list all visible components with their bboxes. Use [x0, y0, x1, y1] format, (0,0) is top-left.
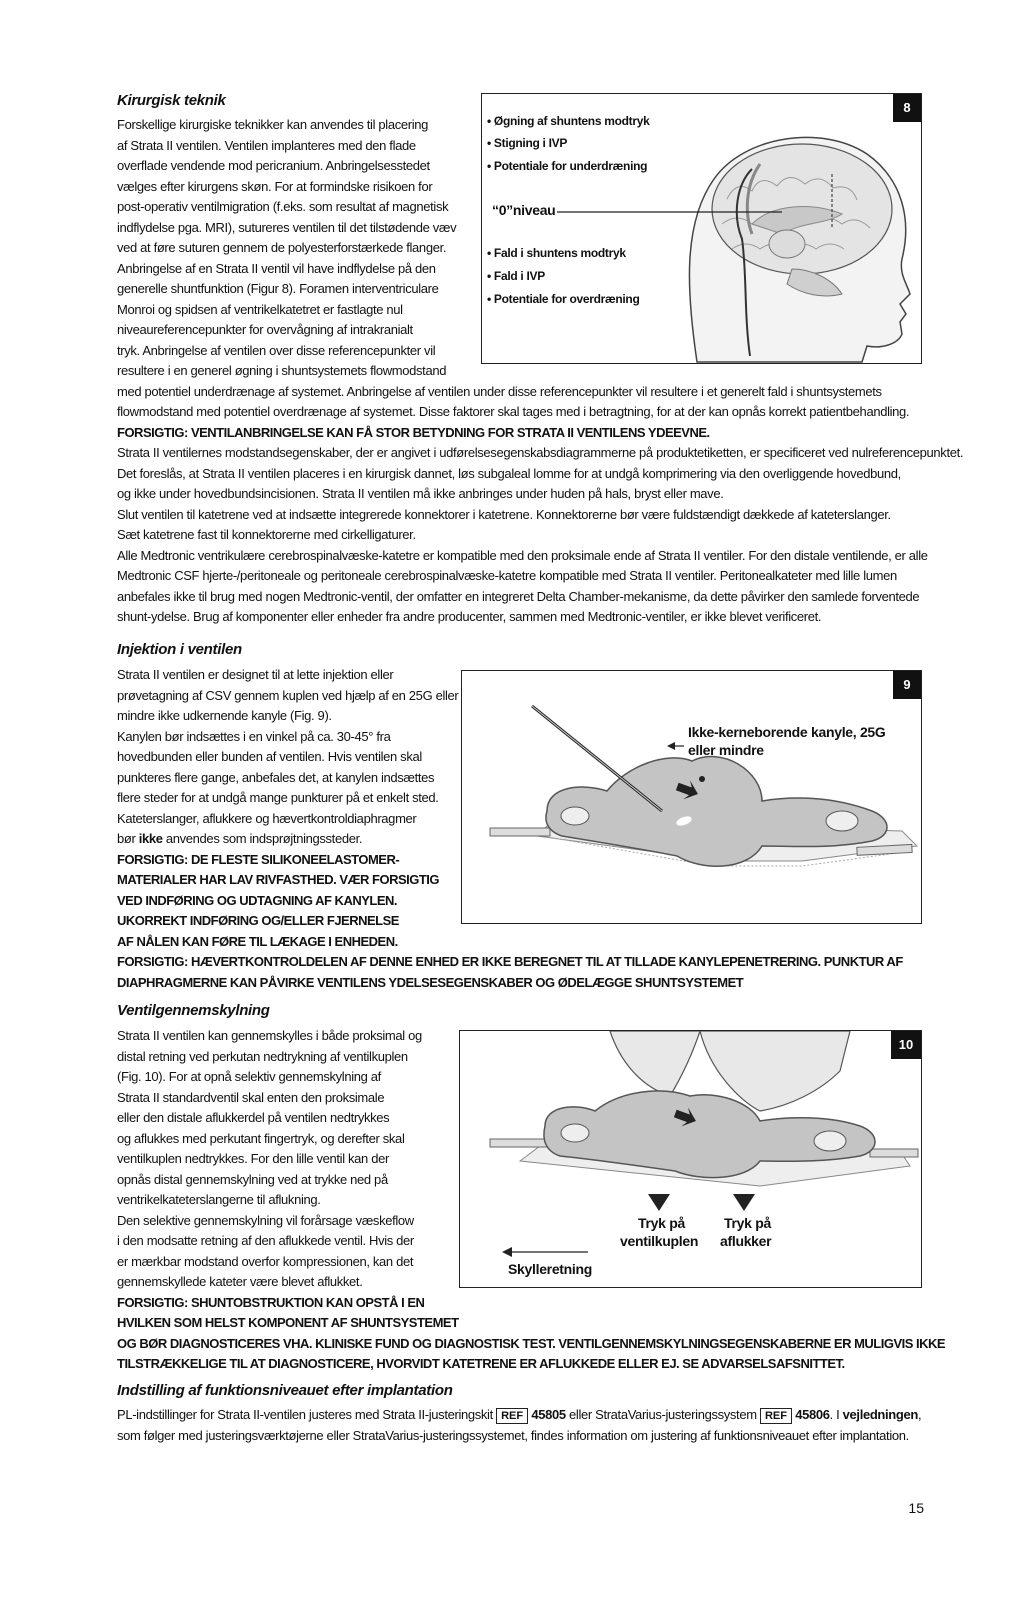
- needle-label: Ikke-kerneborende kanyle, 25G: [688, 724, 886, 740]
- text-line: Anbringelse af en Strata II ventil vil have indflydelse på den: [117, 260, 436, 276]
- ref-number: 45805: [531, 1407, 566, 1422]
- figure-note: • Fald i shuntens modtryk: [487, 246, 626, 260]
- text-line: vælges efter kirurgens skøn. For at formindske risikoen for: [117, 178, 433, 194]
- section-heading-gennemskylning: Ventilgennemskylning: [117, 1002, 270, 1019]
- text-line: indflydelse pga. MRI), sutureres ventilen til det tilstødende væv: [117, 219, 457, 235]
- text-line: gennemskyllede kateter være blevet aflukket.: [117, 1274, 363, 1289]
- text-line: punkteres flere gange, anbefales det, at kanylen indsættes: [117, 769, 435, 785]
- caution-text: FORSIGTIG: HÆVERTKONTROLDELEN AF DENNE ENHED ER IKKE BEREGNET TIL AT TILLADE KANYLEPENETRERING. PUNKTUR AF: [117, 954, 903, 969]
- text-line: flere steder for at undgå mange punkturer på et enkelt sted.: [117, 790, 439, 805]
- text-line: Slut ventilen til katetrene ved at indsætte integrerede konnektorer i katetrene. Konnektorerne bør være fuldstændigt dækkede af kateterslanger.: [117, 506, 891, 522]
- section-heading-kirurgisk-teknik: Kirurgisk teknik: [117, 92, 226, 109]
- text-line: Monroi og spidsen af ventrikelkatetret er fastlagte nul: [117, 301, 403, 317]
- figure-number: 10: [891, 1031, 921, 1059]
- emphasis-text: vejledningen: [842, 1407, 918, 1422]
- text-line: post-operativ ventilmigration (f.eks. som resultat af magnetisk: [117, 199, 449, 214]
- caution-text: HVILKEN SOM HELST KOMPONENT AF SHUNTSYSTEMET: [117, 1315, 459, 1330]
- text-span: ,: [917, 1407, 922, 1422]
- text-line: Det foreslås, at Strata II ventilen placeres i en kirurgisk dannet, løs subgaleal lomme for at undgå komprimering via den overliggende hovedbund,: [117, 465, 901, 481]
- figure-9-injection-diagram: [461, 670, 922, 924]
- figure-8-head-diagram: [481, 93, 922, 364]
- text-line: [117, 1405, 921, 1426]
- text-span: PL-indstillinger for Strata II-ventilen justeres med Strata II-justeringskit: [117, 1407, 497, 1422]
- text-line: overflade vendende mod pericranium. Anbringelsesstedet: [117, 158, 430, 173]
- needle-label: eller mindre: [688, 742, 764, 758]
- caution-text: OG BØR DIAGNOSTICERES VHA. KLINISKE FUND OG DIAGNOSTISK TEST. VENTILGENNEMSKYLNINGSEGENSKABERNE ER MULIGVIS IKKE: [117, 1335, 946, 1351]
- emphasis-text: ikke: [138, 831, 163, 846]
- text-line: Forskellige kirurgiske teknikker kan anvendes til placering: [117, 117, 429, 132]
- figure-number: 9: [893, 671, 921, 699]
- section4-paragraph: [117, 1405, 921, 1446]
- text-line: prøvetagning af CSV gennem kuplen ved hjælp af en 25G eller: [117, 687, 459, 703]
- text-span: . I: [829, 1407, 843, 1422]
- text-line: tryk. Anbringelse af ventilen over disse referencepunkter vil: [117, 342, 436, 358]
- text-line: eller den distale aflukkerdel på ventilen nedtrykkes: [117, 1110, 390, 1125]
- text-line: Kanylen bør indsættes i en vinkel på ca. 30-45° fra: [117, 728, 391, 744]
- text-line: ventilkuplen nedtrykkes. For den lille ventil kan der: [117, 1151, 389, 1166]
- text-line: som følger med justeringsværktøjerne eller StrataVarius-justeringssystemet, findes information om justering af funktionsniveauet efter implantation.: [117, 1427, 909, 1443]
- text-line: shunt-ydelse. Brug af komponenter eller enheder fra andre producenter, sammen med Medtronic-ventiler, er ikke blevet verificeret.: [117, 609, 822, 624]
- text-line: Alle Medtronic ventrikulære cerebrospinalvæske-katetre er kompatible med den proksimale ende af Strata II ventiler. For den distale ventilende, er alle: [117, 547, 928, 563]
- text-line: af Strata II ventilen. Ventilen implanteres med den flade: [117, 137, 416, 153]
- caution-text: VED INDFØRING OG UDTAGNING AF KANYLEN.: [117, 892, 397, 908]
- press-occluder-label: aflukker: [720, 1233, 772, 1249]
- text-line: Strata II ventilen er designet til at lette injektion eller: [117, 667, 394, 682]
- text-line: Strata II ventilernes modstandsegenskaber, der er angivet i udførelsesegenskabsdiagrammerne på produktetiketten, er specificeret ved nulreferencepunktet.: [117, 445, 964, 460]
- text-line: ved at føre suturen gennem de polyesterforstærkede flanger.: [117, 240, 447, 255]
- text-line: er mærkbar modstand overfor kompressionen, kan det: [117, 1253, 414, 1269]
- head-illustration: [482, 94, 922, 364]
- text-line: hovedbunden eller bunden af ventilen. Hvis ventilen skal: [117, 749, 422, 764]
- text-line: Medtronic CSF hjerte-/peritoneale og peritoneale cerebrospinalvæske-katetre kompatible med Strata II ventiler. Peritonealkateter med lille lumen: [117, 568, 897, 583]
- text-line: og ikke under hovedbundsincisionen. Strata II ventilen må ikke anbringes under huden på hals, bryst eller mave.: [117, 486, 724, 501]
- press-dome-label: ventilkuplen: [620, 1233, 699, 1249]
- caution-text: FORSIGTIG: SHUNTOBSTRUKTION KAN OPSTÅ I EN: [117, 1294, 425, 1310]
- press-dome-label: Tryk på: [638, 1215, 685, 1231]
- text-line: anbefales ikke til brug med nogen Medtronic-ventil, der omfatter en integreret Delta Chamber-mekanisme, da dette påvirker den samlede forventede: [117, 588, 920, 604]
- text-line: generelle shuntfunktion (Figur 8). Foramen interventriculare: [117, 281, 439, 296]
- text-line: (Fig. 10). For at opnå selektiv gennemskylning af: [117, 1069, 381, 1084]
- caution-text: AF NÅLEN KAN FØRE TIL LÆKAGE I ENHEDEN.: [117, 933, 398, 949]
- text-span: anvendes som indsprøjtningssteder.: [162, 831, 363, 846]
- caution-text: DIAPHRAGMERNE KAN PÅVIRKE VENTILENS YDELSESEGENSKABER OG ØDELÆGGE SHUNTSYSTEMET: [117, 974, 744, 990]
- caution-text: FORSIGTIG: VENTILANBRINGELSE KAN FÅ STOR BETYDNING FOR STRATA II VENTILENS YDEEVNE.: [117, 424, 710, 440]
- text-line: ventrikelkateterslangerne til aflukning.: [117, 1192, 321, 1207]
- ref-symbol: REF: [496, 1408, 528, 1424]
- figure-note: • Stigning i IVP: [487, 136, 568, 150]
- text-line: med potentiel underdrænage af systemet. Anbringelse af ventilen under disse referencepunkter vil resultere i et generelt fald i shuntsystemets: [117, 383, 882, 399]
- figure-10-flush-diagram: [459, 1030, 922, 1288]
- section-heading-injektion: Injektion i ventilen: [117, 641, 242, 658]
- figure-note: • Potentiale for underdræning: [487, 159, 648, 173]
- text-span: bør: [117, 831, 139, 846]
- caution-text: UKORREKT INDFØRING OG/ELLER FJERNELSE: [117, 913, 399, 928]
- text-line: Sæt katetrene fast til konnektorerne med cirkelligaturer.: [117, 527, 416, 542]
- text-line: distal retning ved perkutan nedtrykning af ventilkuplen: [117, 1048, 408, 1064]
- text-line: opnås distal gennemskylning ved at trykke ned på: [117, 1171, 388, 1187]
- valve-injection-illustration: [462, 671, 922, 924]
- text-line: i den modsatte retning af den aflukkede ventil. Hvis der: [117, 1233, 414, 1248]
- text-line: flowmodstand med potentiel overdrænage af systemet. Disse faktorer skal tages med i betragtning, for at der kan opnås korrekt patientbehandling.: [117, 404, 910, 419]
- text-line: niveaureferencepunkter for overvågning af intrakranialt: [117, 322, 413, 337]
- text-span: eller StrataVarius-justeringssystem: [565, 1407, 760, 1422]
- text-line: mindre ikke udkernende kanyle (Fig. 9).: [117, 708, 332, 723]
- caution-text: FORSIGTIG: DE FLESTE SILIKONEELASTOMER-: [117, 851, 400, 867]
- figure-note: • Øgning af shuntens modtryk: [487, 114, 650, 128]
- figure-number: 8: [893, 94, 921, 122]
- page-number: 15: [908, 1500, 924, 1516]
- ref-symbol: REF: [760, 1408, 792, 1424]
- figure-note: • Potentiale for overdræning: [487, 292, 640, 306]
- valve-flush-illustration: [460, 1031, 922, 1288]
- text-line: Strata II ventilen kan gennemskylles i både proksimal og: [117, 1028, 422, 1043]
- caution-text: TILSTRÆKKELIGE TIL AT DIAGNOSTICERE, HVORVIDT KATETRENE ER AFLUKKEDE ELLER EJ. SE ADVARSELSAFSNITTET.: [117, 1356, 845, 1371]
- zero-level-label: “0”niveau: [492, 202, 556, 218]
- text-line: resultere i en generel øgning i shuntsystemets flowmodstand: [117, 363, 447, 378]
- section-heading-indstilling: Indstilling af funktionsniveauet efter implantation: [117, 1382, 453, 1399]
- text-line: Kateterslanger, aflukkere og hævertkontroldiaphragmer: [117, 810, 417, 826]
- press-occluder-label: Tryk på: [724, 1215, 771, 1231]
- text-line: og aflukkes med perkutant fingertryk, og derefter skal: [117, 1130, 405, 1146]
- ref-number: 45806: [795, 1407, 830, 1422]
- flush-direction-label: Skylleretning: [508, 1261, 593, 1277]
- text-line: Strata II standardventil skal enten den proksimale: [117, 1089, 385, 1105]
- text-line: Den selektive gennemskylning vil forårsage væskeflow: [117, 1212, 414, 1228]
- caution-text: MATERIALER HAR LAV RIVFASTHED. VÆR FORSIGTIG: [117, 872, 440, 887]
- figure-note: • Fald i IVP: [487, 269, 545, 283]
